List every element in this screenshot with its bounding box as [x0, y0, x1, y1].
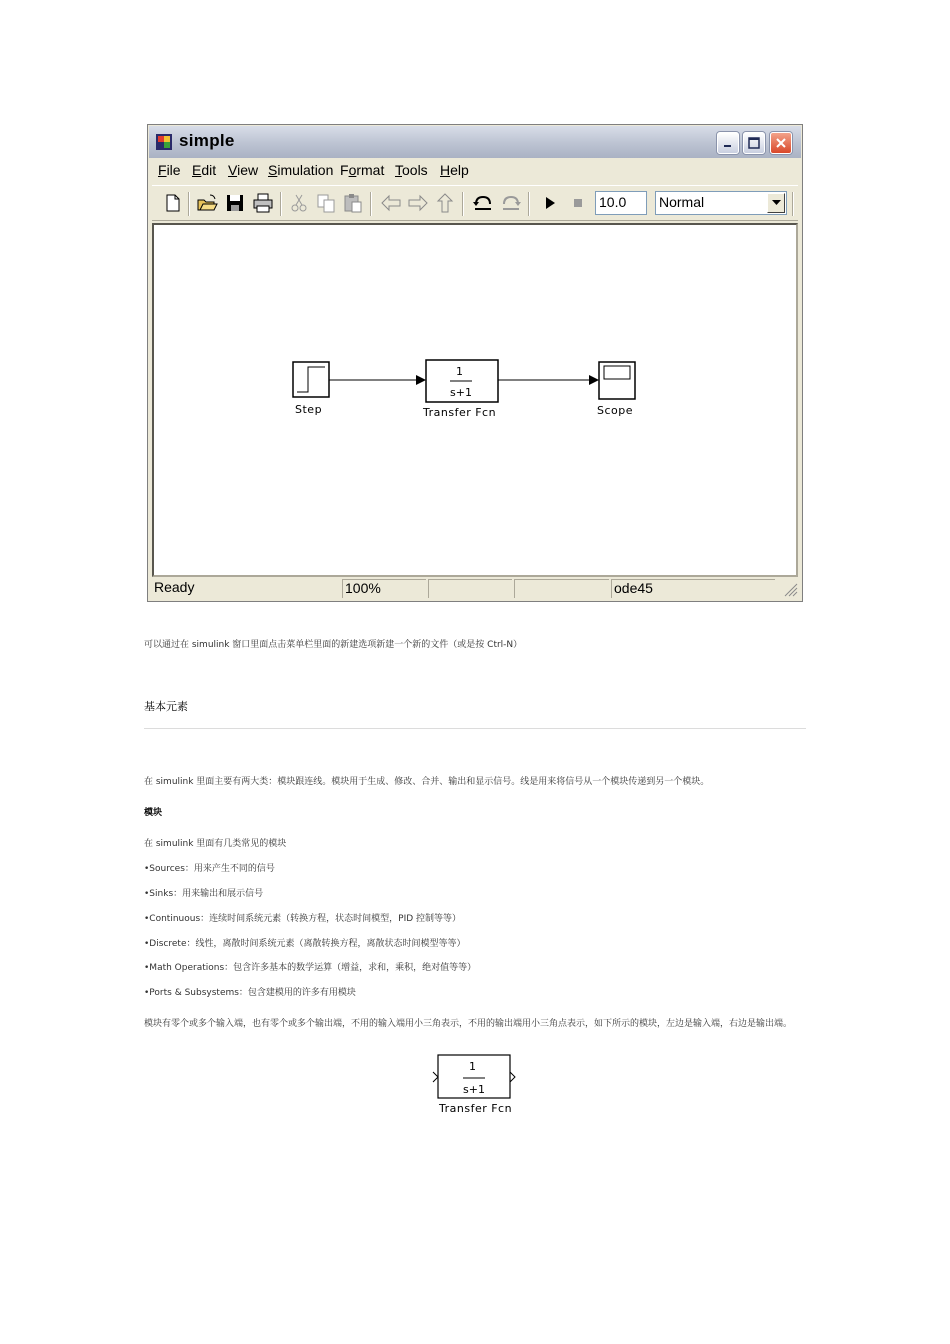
minimize-button[interactable] — [717, 132, 739, 154]
tf-numerator: 1 — [469, 1060, 476, 1073]
toolbar-separator — [528, 192, 530, 216]
menu-help-mnemonic: H — [440, 162, 451, 178]
copy-icon[interactable] — [315, 192, 337, 214]
simulink-window — [147, 124, 803, 602]
menu-help-label: elp — [450, 162, 469, 178]
tf-denominator: s+1 — [450, 386, 472, 399]
toolbar-separator — [462, 192, 464, 216]
model-diagram — [154, 225, 796, 575]
scope-label[interactable]: Scope — [597, 404, 634, 417]
status-solver: ode45 — [611, 579, 775, 598]
forward-icon[interactable] — [407, 192, 429, 214]
cut-icon[interactable] — [288, 192, 310, 214]
simulation-mode-select[interactable] — [655, 191, 787, 215]
menu-format[interactable] — [340, 162, 384, 178]
title-bar[interactable] — [149, 126, 801, 158]
play-icon[interactable] — [539, 192, 561, 214]
step-block[interactable] — [293, 362, 329, 397]
bullet-item: •Math Operations：包含许多基本的数学运算（增益，求和，乘积，绝对值等等） — [144, 963, 477, 973]
save-icon[interactable] — [224, 192, 246, 214]
menu-tools-mnemonic: T — [395, 162, 402, 178]
print-icon[interactable] — [252, 192, 274, 214]
menu-file[interactable] — [158, 162, 181, 178]
input-port-icon — [433, 1072, 438, 1082]
paste-icon[interactable] — [342, 192, 364, 214]
model-canvas[interactable] — [152, 223, 798, 577]
menu-format-mnemonic: o — [348, 162, 357, 178]
bullet-item: •Sources：用来产生不同的信号 — [144, 864, 275, 874]
output-port-icon — [510, 1072, 515, 1082]
open-icon[interactable] — [196, 192, 218, 214]
menu-view-label: iew — [237, 162, 259, 178]
redo-icon[interactable] — [500, 192, 522, 214]
step-label[interactable]: Step — [295, 403, 323, 416]
menu-edit-label: dit — [201, 162, 217, 178]
menu-tools-label: ools — [402, 162, 428, 178]
toolbar — [152, 185, 798, 221]
toolbar-separator — [188, 192, 190, 216]
simulink-app-icon — [156, 134, 172, 150]
menu-edit[interactable] — [192, 162, 216, 178]
menu-edit-mnemonic: E — [192, 162, 202, 178]
menu-tools[interactable] — [395, 162, 428, 178]
stop-icon[interactable] — [567, 192, 589, 214]
chevron-down-icon — [772, 200, 781, 206]
menu-format-label: rmat — [356, 162, 385, 178]
toolbar-separator — [280, 192, 282, 216]
section-heading: 基本元素 — [144, 700, 188, 713]
tf-numerator: 1 — [456, 365, 463, 378]
divider — [144, 728, 806, 729]
tf-denominator: s+1 — [463, 1083, 485, 1096]
status-empty-2 — [514, 579, 609, 598]
maximize-icon — [747, 136, 761, 150]
maximize-button[interactable] — [743, 132, 765, 154]
status-bar — [150, 577, 800, 599]
close-icon — [774, 136, 788, 150]
transfer-fcn-label[interactable]: Transfer Fcn — [423, 406, 497, 419]
arrow-head — [416, 375, 426, 385]
scope-block[interactable] — [599, 362, 635, 399]
toolbar-separator — [370, 192, 372, 216]
toolbar-separator — [792, 192, 794, 216]
menu-format-pre: F — [340, 162, 349, 178]
status-zoom: 100% — [342, 579, 426, 598]
up-icon[interactable] — [434, 192, 456, 214]
menu-bar — [152, 159, 798, 183]
new-icon[interactable] — [162, 192, 184, 214]
menu-help[interactable] — [440, 162, 469, 178]
menu-simulation[interactable] — [268, 162, 333, 178]
menu-view-mnemonic: V — [228, 162, 238, 178]
subheading: 模块 — [144, 808, 163, 818]
menu-file-mnemonic: F — [158, 162, 167, 178]
resize-grip-icon[interactable] — [782, 581, 798, 601]
dropdown-button[interactable] — [767, 193, 785, 213]
menu-file-label: ile — [166, 162, 181, 178]
paragraph-2: 在 simulink 里面有几类常见的模块 — [144, 839, 287, 849]
menu-simulation-label: imulation — [277, 162, 334, 178]
transfer-fcn-label: Transfer Fcn — [439, 1102, 513, 1115]
simulation-mode-value: Normal — [659, 194, 705, 210]
bullet-item: •Discrete：线性，离散时间系统元素（离散转换方程，离散状态时间模型等等） — [144, 939, 466, 949]
close-button[interactable] — [770, 132, 792, 154]
minimize-icon — [721, 136, 735, 150]
status-state: Ready — [154, 579, 195, 595]
menu-view[interactable] — [228, 162, 258, 178]
intro-paragraph: 可以通过在 simulink 窗口里面点击菜单栏里面的新建选项新建一个新的文件（或是按 Ctrl-N） — [144, 640, 523, 650]
arrow-head — [589, 375, 599, 385]
back-icon[interactable] — [380, 192, 402, 214]
undo-icon[interactable] — [472, 192, 494, 214]
bullet-item: •Sinks：用来输出和展示信号 — [144, 889, 264, 899]
paragraph-1: 在 simulink 里面主要有两大类：模块跟连线。模块用于生成、修改、合并、输出和显示信号。线是用来将信号从一个模块传递到另一个模块。 — [144, 777, 710, 787]
paragraph-3: 模块有零个或多个输入端，也有零个或多个输出端，不用的输入端用小三角表示，不用的输出端用小三角点表示，如下所示的模块，左边是输入端，右边是输出端。 — [144, 1019, 793, 1029]
window-title: simple — [179, 131, 235, 150]
menu-simulation-mnemonic: S — [268, 162, 278, 178]
status-empty-1 — [428, 579, 512, 598]
stop-time-input[interactable]: 10.0 — [595, 191, 647, 215]
transfer-fcn-figure — [428, 1052, 528, 1122]
bullet-item: •Ports & Subsystems：包含建模用的许多有用模块 — [144, 988, 356, 998]
bullet-item: •Continuous：连续时间系统元素（转换方程，状态时间模型，PID 控制等等） — [144, 914, 462, 924]
